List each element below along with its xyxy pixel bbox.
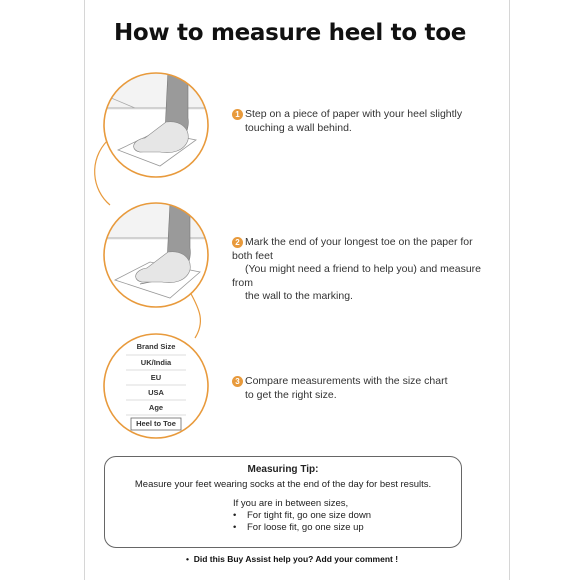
connector-line-2 xyxy=(190,292,200,338)
size-chart-row: Brand Size xyxy=(136,342,176,351)
tip-intro: If you are in between sizes, xyxy=(233,498,349,509)
size-chart-row: UK/India xyxy=(140,358,172,367)
step2-illustration xyxy=(104,203,210,307)
size-chart-row: USA xyxy=(148,388,164,397)
tip-list xyxy=(233,498,371,534)
step-text-line: Mark the end of your longest toe on the paper for both feet xyxy=(232,236,473,262)
step-1 xyxy=(232,108,492,135)
step-2 xyxy=(232,236,492,304)
size-chart-row: Heel to Toe xyxy=(136,419,176,428)
connector-line-1 xyxy=(95,140,110,205)
bullet-icon: • xyxy=(186,554,194,564)
step-text-line: to get the right size. xyxy=(245,388,337,401)
measuring-tip-box xyxy=(104,456,462,548)
step1-illustration xyxy=(104,70,210,177)
size-chart-row: Age xyxy=(148,403,164,412)
bullet-icon: • xyxy=(233,522,237,533)
tip-bullet-item: • For loose fit, go one size up xyxy=(233,522,364,533)
step-3 xyxy=(232,375,492,402)
step-text-line: the wall to the marking. xyxy=(245,290,353,302)
feedback-prompt xyxy=(186,554,398,564)
feedback-text: Did this Buy Assist help you? Add your comment ! xyxy=(193,554,399,564)
tip-title: Measuring Tip: xyxy=(247,464,319,475)
step-text-line: (You might need a friend to help you) and measure from xyxy=(232,263,482,289)
step-number-badge: 2 xyxy=(232,237,243,248)
step-text-line: touching a wall behind. xyxy=(245,121,352,134)
step-number-badge: 3 xyxy=(232,376,243,387)
tip-bullet-item: • For tight fit, go one size down xyxy=(233,510,372,521)
step-number-badge: 1 xyxy=(232,109,243,120)
page-title: How to measure heel to toe xyxy=(113,20,467,46)
bullet-icon: • xyxy=(233,510,237,521)
step-text-line: Compare measurements with the size chart xyxy=(245,375,448,387)
tip-text: Measure your feet wearing socks at the end of the day for best results. xyxy=(134,479,432,490)
size-chart-row: EU xyxy=(150,373,162,382)
step-text-line: Step on a piece of paper with your heel slightly xyxy=(245,108,463,120)
